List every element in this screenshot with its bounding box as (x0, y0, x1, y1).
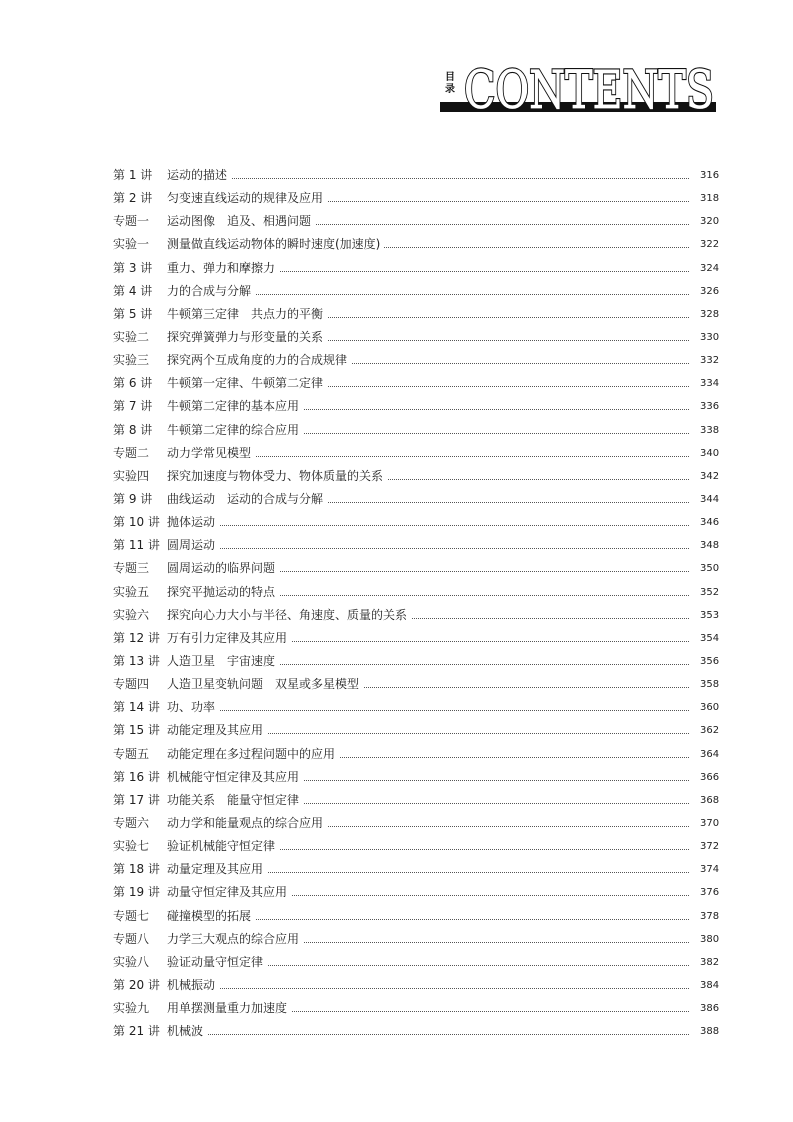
toc-entry-label: 第 6 讲 (113, 376, 153, 391)
toc-entry-label: 实验六 (113, 607, 150, 622)
toc-entry-page: 374 (700, 864, 720, 876)
toc-entry-label: 第 3 讲 (113, 260, 153, 275)
toc-entry-label: 第 13 讲 (113, 653, 160, 668)
toc-entry-label: 第 20 讲 (113, 977, 160, 992)
toc-entry-title: 动能定理在多过程问题中的应用 (167, 746, 339, 762)
toc-entry-page: 358 (700, 679, 720, 691)
toc-entry-label: 实验一 (113, 237, 150, 252)
toc-entry-title: 动力学常见模型 (167, 445, 255, 461)
toc-entry[interactable] (0, 997, 793, 1020)
toc-entry-page: 346 (700, 517, 720, 529)
toc-entry[interactable] (0, 951, 793, 974)
toc-entry-label: 第 7 讲 (113, 399, 153, 414)
toc-entry-page: 340 (700, 447, 720, 459)
toc-entry[interactable] (0, 419, 793, 442)
toc-entry[interactable] (0, 766, 793, 789)
toc-entry-page: 384 (700, 979, 720, 991)
toc-entry-label: 实验五 (113, 584, 150, 599)
toc-entry[interactable] (0, 789, 793, 812)
toc-entry-page: 348 (700, 540, 720, 552)
toc-entry-title: 探究加速度与物体受力、物体质量的关系 (167, 468, 387, 484)
toc-entry[interactable] (0, 257, 793, 280)
toc-entry-page: 380 (700, 933, 720, 945)
toc-entry-title: 功能关系 能量守恒定律 (167, 792, 303, 808)
toc-entry-page: 356 (700, 655, 720, 667)
toc-entry-title: 力学三大观点的综合应用 (167, 931, 303, 947)
contents-header (440, 62, 720, 120)
toc-entry-title: 机械波 (167, 1023, 207, 1039)
toc-entry-title: 牛顿第二定律的综合应用 (167, 422, 303, 438)
toc-entry-label: 第 14 讲 (113, 700, 160, 715)
toc-entry[interactable] (0, 604, 793, 627)
toc-entry-page: 366 (700, 771, 720, 783)
toc-entry-label: 第 21 讲 (113, 1024, 160, 1039)
label-char-1: 目 (445, 72, 455, 83)
toc-entry-label: 实验九 (113, 1001, 150, 1016)
wordmark-letters: CONTENTS (464, 62, 714, 120)
toc-entry-page: 360 (700, 702, 720, 714)
dot-leader (167, 1034, 689, 1035)
toc-entry-page: 338 (700, 424, 720, 436)
toc-entry[interactable] (0, 743, 793, 766)
toc-entry[interactable] (0, 1020, 793, 1043)
toc-entry[interactable] (0, 442, 793, 465)
toc-entry-page: 322 (700, 239, 720, 251)
toc-entry-label: 第 16 讲 (113, 769, 160, 784)
toc-entry[interactable] (0, 719, 793, 742)
toc-entry[interactable] (0, 627, 793, 650)
toc-entry-title: 抛体运动 (167, 514, 219, 530)
toc-entry-page: 342 (700, 470, 720, 482)
toc-entry-title: 测量做直线运动物体的瞬时速度(加速度) (167, 236, 384, 252)
toc-entry-page: 328 (700, 308, 720, 320)
toc-entry[interactable] (0, 835, 793, 858)
toc-entry-title: 碰撞模型的拓展 (167, 908, 255, 924)
toc-entry-page: 370 (700, 817, 720, 829)
dot-leader (167, 988, 689, 989)
toc-entry-page: 320 (700, 216, 720, 228)
toc-entry-label: 第 12 讲 (113, 630, 160, 645)
toc-entry[interactable] (0, 696, 793, 719)
toc-entry-label: 第 18 讲 (113, 862, 160, 877)
toc-entry[interactable] (0, 858, 793, 881)
toc-entry-title: 万有引力定律及其应用 (167, 630, 291, 646)
toc-entry-label: 专题七 (113, 908, 150, 923)
toc-entry[interactable] (0, 650, 793, 673)
toc-entry-title: 探究向心力大小与半径、角速度、质量的关系 (167, 607, 411, 623)
toc-entry-page: 336 (700, 401, 720, 413)
toc-entry[interactable] (0, 372, 793, 395)
toc-entry-label: 专题四 (113, 677, 150, 692)
toc-entry-page: 362 (700, 725, 720, 737)
toc-entry-title: 验证动量守恒定律 (167, 954, 267, 970)
toc-entry-title: 机械振动 (167, 977, 219, 993)
toc-entry[interactable] (0, 465, 793, 488)
toc-entry-title: 动能定理及其应用 (167, 722, 267, 738)
toc-entry-label: 第 8 讲 (113, 422, 153, 437)
toc-entry-label: 专题五 (113, 746, 150, 761)
toc-entry-page: 378 (700, 910, 720, 922)
toc-entry-label: 第 9 讲 (113, 491, 153, 506)
toc-entry[interactable] (0, 511, 793, 534)
toc-entry-page: 352 (700, 586, 720, 598)
table-of-contents (0, 164, 793, 1043)
dot-leader (167, 548, 689, 549)
toc-entry[interactable] (0, 974, 793, 997)
toc-entry[interactable] (0, 928, 793, 951)
toc-entry-label: 实验二 (113, 329, 150, 344)
toc-entry-title: 功、功率 (167, 699, 219, 715)
toc-entry-title: 动量定理及其应用 (167, 861, 267, 877)
toc-entry-title: 牛顿第二定律的基本应用 (167, 398, 303, 414)
toc-entry[interactable] (0, 187, 793, 210)
toc-entry-title: 探究平抛运动的特点 (167, 584, 279, 600)
toc-entry-label: 专题三 (113, 561, 150, 576)
toc-entry-title: 匀变速直线运动的规律及应用 (167, 190, 327, 206)
toc-entry-label: 实验四 (113, 468, 150, 483)
toc-entry-label: 第 19 讲 (113, 885, 160, 900)
toc-entry-title: 运动的描述 (167, 167, 231, 183)
toc-entry-title: 圆周运动的临界问题 (167, 560, 279, 576)
toc-entry-label: 实验三 (113, 353, 150, 368)
toc-entry[interactable] (0, 326, 793, 349)
toc-entry-label: 专题一 (113, 214, 150, 229)
dot-leader (167, 178, 689, 179)
toc-entry[interactable] (0, 349, 793, 372)
toc-entry-page: 318 (700, 193, 720, 205)
toc-entry-label: 第 15 讲 (113, 723, 160, 738)
toc-entry[interactable] (0, 488, 793, 511)
toc-entry-label: 第 1 讲 (113, 168, 153, 182)
toc-entry[interactable] (0, 303, 793, 326)
toc-entry-page: 376 (700, 887, 720, 899)
toc-entry-title: 力的合成与分解 (167, 283, 255, 299)
toc-entry[interactable] (0, 673, 793, 696)
toc-entry-page: 372 (700, 841, 720, 853)
toc-entry-page: 330 (700, 331, 720, 343)
toc-entry-title: 验证机械能守恒定律 (167, 838, 279, 854)
toc-entry-title: 动力学和能量观点的综合应用 (167, 815, 327, 831)
toc-entry[interactable] (0, 210, 793, 233)
toc-entry-page: 364 (700, 748, 720, 760)
label-char-2: 录 (445, 84, 455, 95)
toc-entry-title: 人造卫星变轨问题 双星或多星模型 (167, 676, 363, 692)
dot-leader (167, 525, 689, 526)
toc-entry-page: 368 (700, 794, 720, 806)
toc-entry-page: 388 (700, 1026, 720, 1038)
toc-entry-page: 324 (700, 262, 720, 274)
toc-entry[interactable] (0, 280, 793, 303)
toc-entry-title: 圆周运动 (167, 537, 219, 553)
toc-entry-page: 386 (700, 1003, 720, 1015)
toc-entry[interactable] (0, 164, 793, 187)
toc-entry-page: 316 (700, 170, 720, 181)
toc-entry-title: 探究弹簧弹力与形变量的关系 (167, 329, 327, 345)
toc-entry[interactable] (0, 557, 793, 580)
toc-entry-title: 运动图像 追及、相遇问题 (167, 213, 315, 229)
toc-entry-label: 专题二 (113, 445, 150, 460)
toc-entry[interactable] (0, 233, 793, 256)
toc-entry-page: 354 (700, 632, 720, 644)
toc-entry-page: 326 (700, 285, 720, 297)
toc-entry-label: 第 11 讲 (113, 538, 160, 553)
toc-entry-title: 机械能守恒定律及其应用 (167, 769, 303, 785)
toc-entry[interactable] (0, 581, 793, 604)
toc-entry[interactable] (0, 881, 793, 904)
toc-entry[interactable] (0, 395, 793, 418)
toc-entry-label: 第 4 讲 (113, 283, 153, 298)
toc-entry-label: 实验七 (113, 839, 150, 854)
toc-entry-label: 第 2 讲 (113, 191, 153, 206)
dot-leader (167, 710, 689, 711)
toc-entry-label: 第 10 讲 (113, 515, 160, 530)
toc-entry-label: 实验八 (113, 954, 150, 969)
wordmark-letters-inner: CONTENTS (464, 62, 714, 120)
toc-entry-title: 探究两个互成角度的力的合成规律 (167, 352, 351, 368)
toc-entry-page: 332 (700, 355, 720, 367)
toc-entry[interactable] (0, 812, 793, 835)
toc-entry[interactable] (0, 534, 793, 557)
toc-entry-title: 重力、弹力和摩擦力 (167, 260, 279, 276)
toc-entry[interactable] (0, 905, 793, 928)
toc-entry-title: 用单摆测量重力加速度 (167, 1000, 291, 1016)
toc-entry-title: 牛顿第一定律、牛顿第二定律 (167, 375, 327, 391)
toc-entry-page: 334 (700, 378, 720, 390)
toc-entry-title: 人造卫星 宇宙速度 (167, 653, 279, 669)
toc-entry-page: 350 (700, 563, 720, 575)
contents-wordmark (440, 62, 720, 120)
toc-entry-title: 牛顿第三定律 共点力的平衡 (167, 306, 327, 322)
toc-entry-page: 344 (700, 493, 720, 505)
toc-entry-title: 动量守恒定律及其应用 (167, 884, 291, 900)
toc-entry-label: 第 17 讲 (113, 792, 160, 807)
toc-entry-page: 382 (700, 956, 720, 968)
toc-entry-label: 专题八 (113, 931, 150, 946)
toc-entry-label: 专题六 (113, 815, 150, 830)
toc-entry-label: 第 5 讲 (113, 306, 153, 321)
toc-entry-title: 曲线运动 运动的合成与分解 (167, 491, 327, 507)
contents-label (440, 72, 460, 96)
toc-entry-page: 353 (700, 609, 720, 621)
